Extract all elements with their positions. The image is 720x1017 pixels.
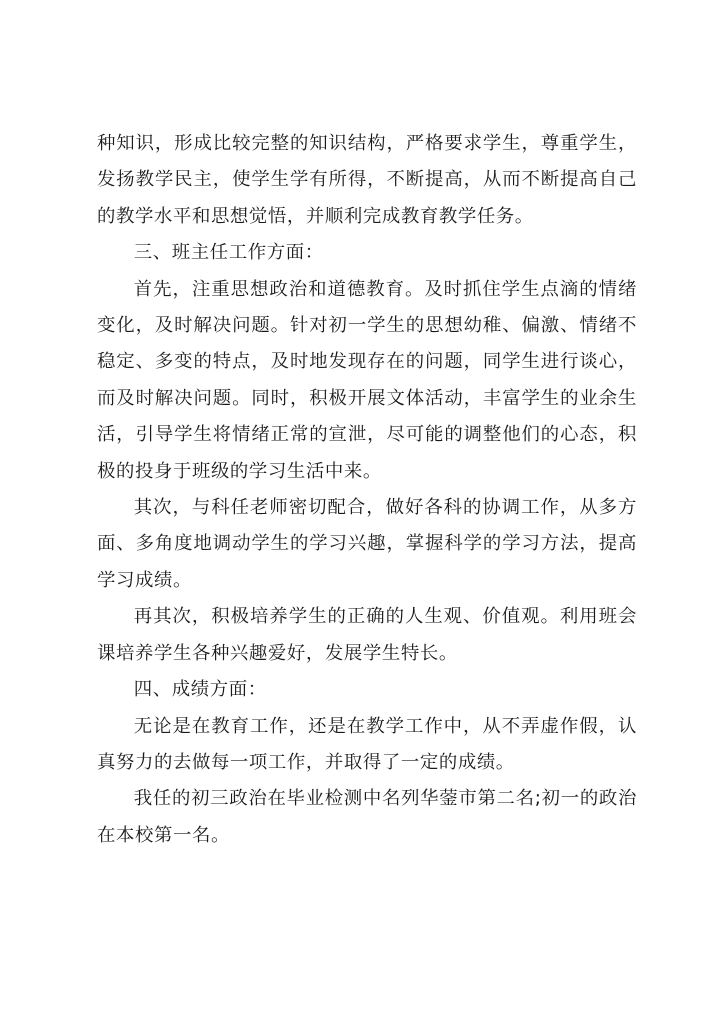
document-body xyxy=(97,126,637,854)
heading-class-teacher-work: 三、班主任工作方面： xyxy=(133,242,324,264)
paragraph-second: 其次，与科任老师密切配合，做好各科的协调工作，从多方面、多角度地调动学生的学习兴趣，掌握科学的学习方法，提高学习成绩。 xyxy=(97,497,637,591)
paragraph-continued: 种知识，形成比较完整的知识结构，严格要求学生，尊重学生，发扬教学民主，使学生学有所得，不断提高，从而不断提高自己的教学水平和思想觉悟，并顺利完成教育教学任务。 xyxy=(97,133,637,227)
paragraph-third: 再其次，积极培养学生的正确的人生观、价值观。利用班会课培养学生各种兴趣爱好，发展学生特长。 xyxy=(97,606,637,664)
paragraph-ranking: 我任的初三政治在毕业检测中名列华蓥市第二名;初一的政治在本校第一名。 xyxy=(97,788,637,846)
paragraph-achievements: 无论是在教育工作，还是在教学工作中，从不弄虚作假，认真努力的去做每一项工作，并取得了一定的成绩。 xyxy=(97,715,637,773)
paragraph-first: 首先，注重思想政治和道德教育。及时抓住学生点滴的情绪变化，及时解决问题。针对初一学生的思想幼稚、偏激、情绪不稳定、多变的特点，及时地发现存在的问题，同学生进行谈心，而及时解决问题。同时，积极开展文体活动，丰富学生的业余生活，引导学生将情绪正常的宣泄，尽可能的调整他们的心态，积极的投身于班级的学习生活中来。 xyxy=(97,278,637,482)
heading-achievements: 四、成绩方面： xyxy=(133,679,267,701)
